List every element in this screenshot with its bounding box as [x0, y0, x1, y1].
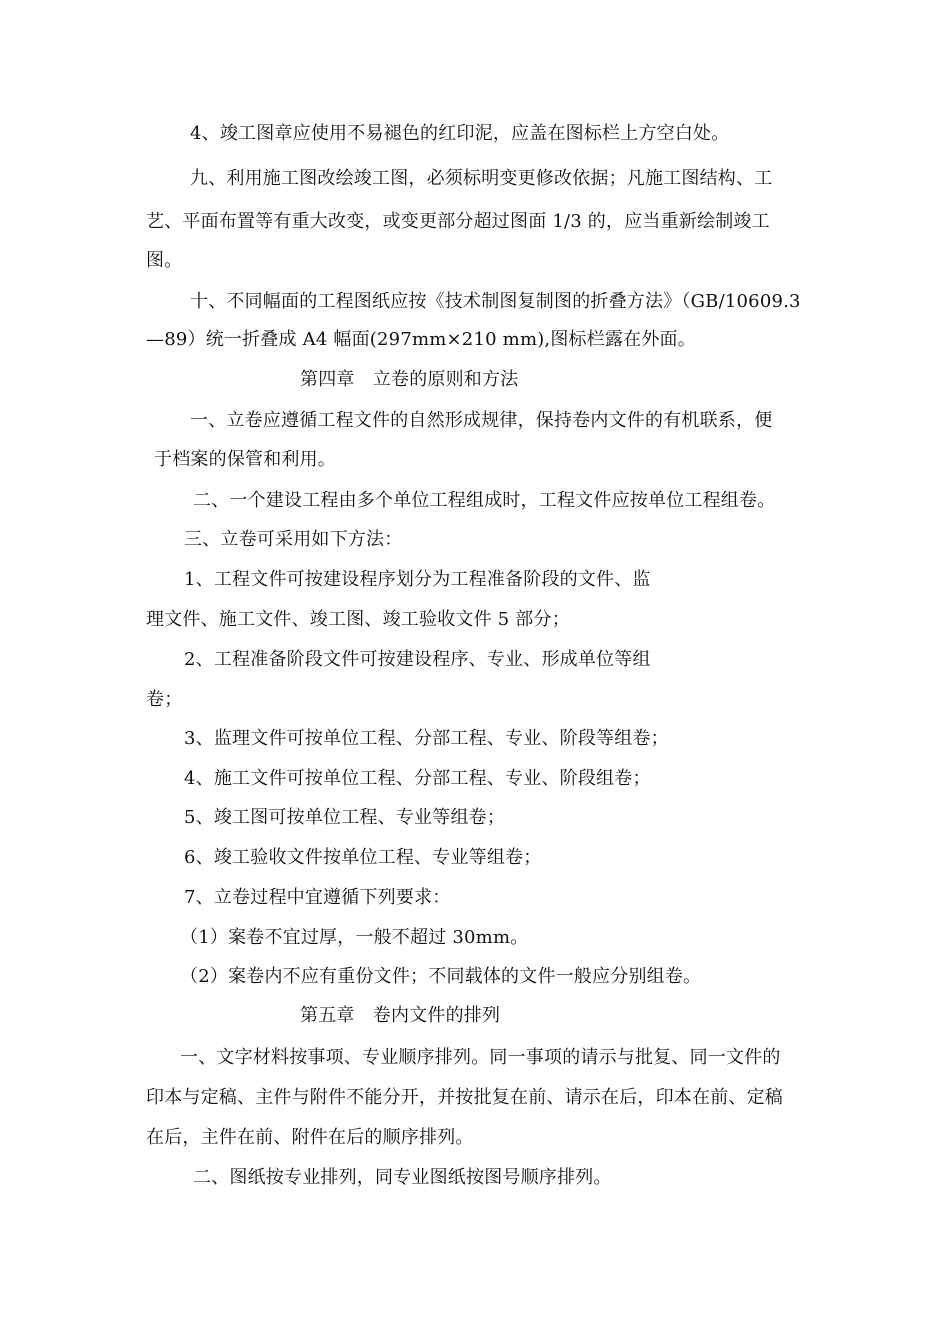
paragraph-line: 7、立卷过程中宜遵循下列要求：: [184, 887, 451, 908]
paragraph-line: 4、竣工图章应使用不易褪色的红印泥，应盖在图标栏上方空白处。: [190, 123, 730, 144]
paragraph-line: 2、工程准备阶段文件可按建设程序、专业、形成单位等组: [184, 649, 651, 670]
paragraph-line: 印本与定稿、主件与附件不能分开，并按批复在前、请示在后，印本在前、定稿: [146, 1087, 783, 1108]
paragraph-line: —89）统一折叠成 A4 幅面(297mm×210 mm),图标栏露在外面。: [146, 329, 696, 350]
paragraph-line: 3、监理文件可按单位工程、分部工程、专业、阶段等组卷；: [184, 728, 669, 749]
paragraph-line: （2）案卷内不应有重份文件；不同载体的文件一般应分别组卷。: [180, 966, 702, 987]
paragraph-line: 在后，主件在前、附件在后的顺序排列。: [146, 1127, 474, 1148]
paragraph-line: 于档案的保管和利用。: [154, 449, 336, 470]
paragraph-line: 一、文字材料按事项、专业顺序排列。同一事项的请示与批复、同一文件的: [180, 1047, 781, 1068]
paragraph-line: 理文件、施工文件、竣工图、竣工验收文件 5 部分；: [146, 609, 570, 630]
paragraph-line: 二、一个建设工程由多个单位工程组成时，工程文件应按单位工程组卷。: [193, 490, 776, 511]
paragraph-line: 卷；: [146, 689, 183, 710]
paragraph-line: 4、施工文件可按单位工程、分部工程、专业、阶段组卷；: [184, 768, 651, 789]
paragraph-line: 1、工程文件可按建设程序划分为工程准备阶段的文件、监: [184, 569, 651, 590]
paragraph-line: 图。: [146, 250, 183, 271]
paragraph-line: 6、竣工验收文件按单位工程、专业等组卷；: [184, 847, 542, 868]
paragraph-line: （1）案卷不宜过厚，一般不超过 30mm。: [180, 927, 529, 948]
paragraph-line: 三、立卷可采用如下方法：: [184, 529, 403, 550]
paragraph-line: 5、竣工图可按单位工程、专业等组卷；: [184, 807, 506, 828]
chapter-heading: 第四章 立卷的原则和方法: [300, 369, 519, 390]
chapter-heading: 第五章 卷内文件的排列: [300, 1005, 501, 1026]
paragraph-line: 一、立卷应遵循工程文件的自然形成规律，保持卷内文件的有机联系，便: [190, 410, 773, 431]
paragraph-line: 二、图纸按专业排列，同专业图纸按图号顺序排列。: [193, 1167, 612, 1188]
paragraph-line: 十、不同幅面的工程图纸应按《技术制图复制图的折叠方法》（GB/10609.3: [190, 291, 801, 312]
paragraph-line: 艺、平面布置等有重大改变，或变更部分超过图面 1/3 的，应当重新绘制竣工: [146, 211, 770, 232]
paragraph-line: 九、利用施工图改绘竣工图，必须标明变更修改依据；凡施工图结构、工: [190, 168, 773, 189]
